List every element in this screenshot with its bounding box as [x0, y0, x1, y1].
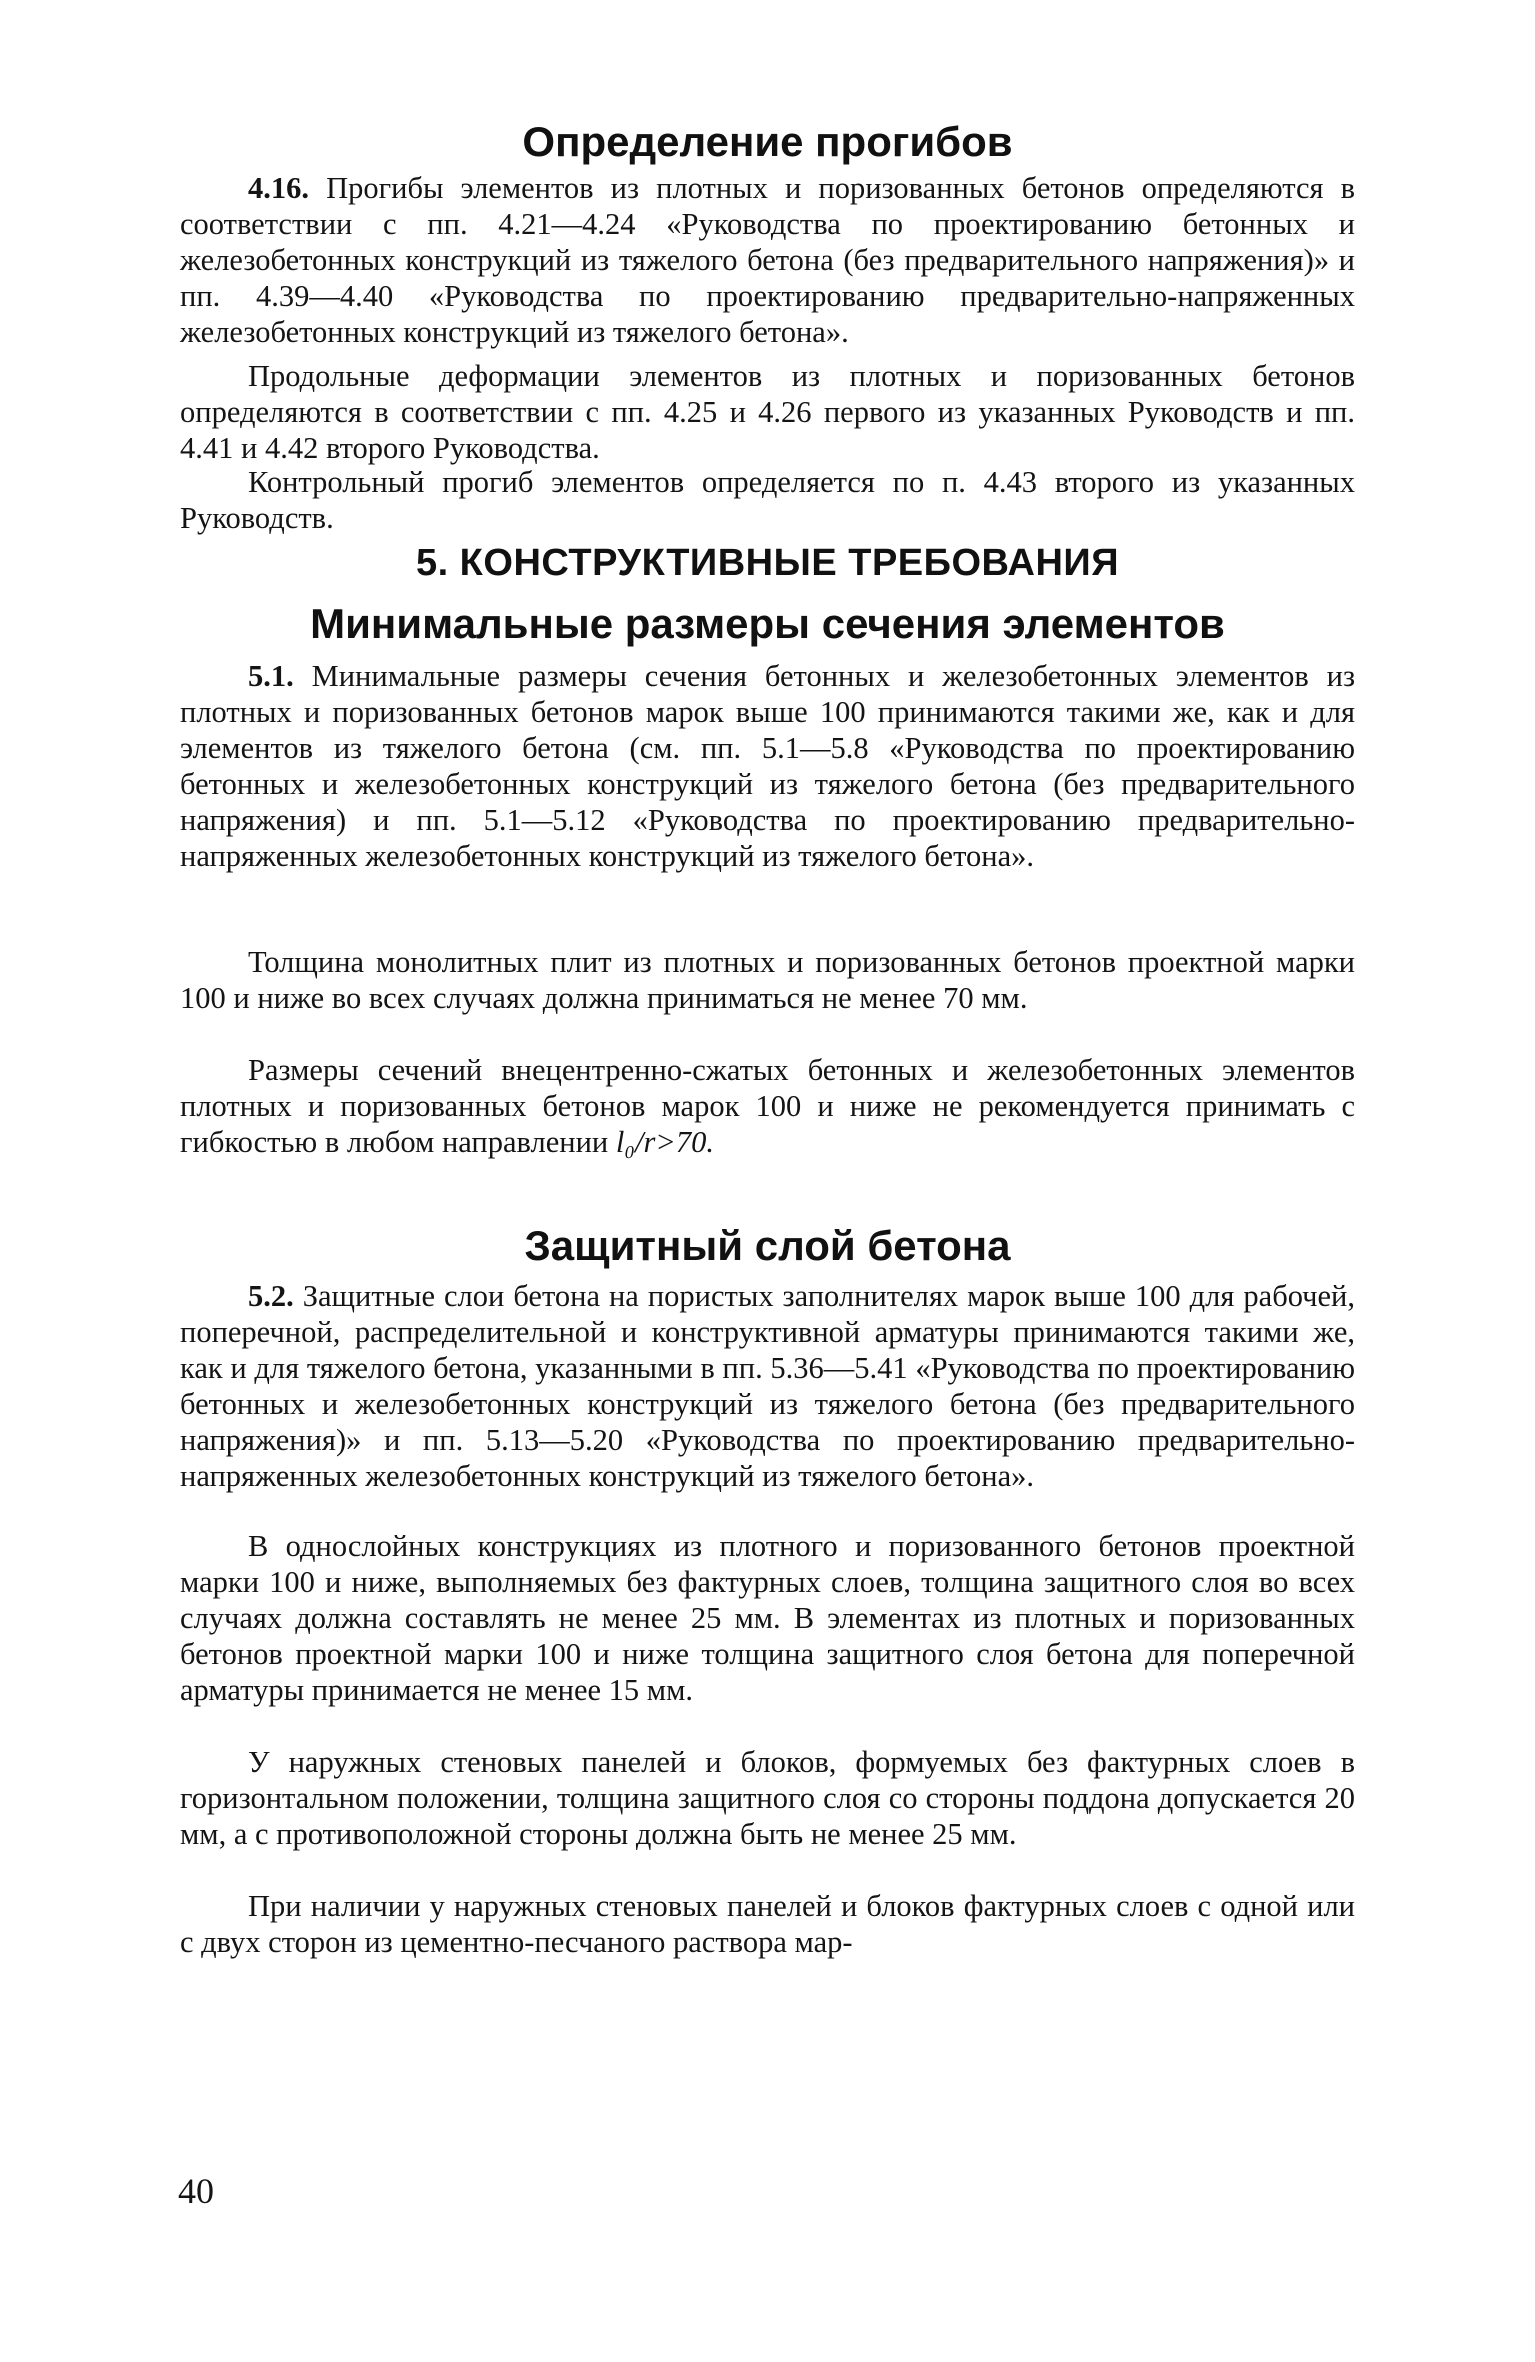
paragraph-slab-thickness	[180, 944, 1355, 1016]
paragraph-text: Контрольный прогиб элементов определяется по п. 4.43 второго из указанных Руководств.	[180, 465, 1355, 535]
page-number: 40	[178, 2171, 214, 2211]
paragraph-text: Размеры сечений внецентренно-сжатых бетонных и железобетонных элементов плотных и поризованных бетонов марок 100 и ниже не рекомендуется принимать с гибкостью в любом направлении	[180, 1053, 1355, 1159]
clause-number: 5.1.	[248, 659, 294, 693]
paragraph-5-2	[180, 1278, 1355, 1494]
paragraph-text: У наружных стеновых панелей и блоков, формуемых без фактурных слоев в горизонтальном положении, толщина защитного слоя со стороны поддона допускается 20 мм, а с противоположной стороны должна быть не менее 25 мм.	[180, 1745, 1355, 1851]
clause-number: 4.16.	[248, 171, 309, 205]
paragraph-facing-layers	[180, 1888, 1355, 1960]
paragraph-text: Защитные слои бетона на пористых заполнителях марок выше 100 для рабочей, поперечной, распределительной и конструктивной арматуры принимаются такими же, как и для тяжелого бетона, указанными в пп. 5.36—5.41 «Руководства по проектированию бетонных и железобетонных конструкций из тяжелого бетона (без предварительного напряжения)» и пп. 5.13—5.20 «Руководства по проектированию предварительно-напряженных железобетонных конструкций из тяжелого бетона».	[180, 1279, 1355, 1493]
paragraph-text: Прогибы элементов из плотных и поризованных бетонов определяются в соответствии с пп. 4.21—4.24 «Руководства по проектированию бетонных и железобетонных конструкций из тяжелого бетона (без предварительного напряжения)» и пп. 4.39—4.40 «Руководства по проектированию предварительно-напряженных железобетонных конструкций из тяжелого бетона».	[180, 171, 1355, 349]
clause-number: 5.2.	[248, 1279, 294, 1313]
paragraph-text: При наличии у наружных стеновых панелей и блоков фактурных слоев с одной или с двух сторон из цементно-песчаного раствора мар-	[180, 1889, 1355, 1959]
paragraph-longitudinal-deformations	[180, 358, 1355, 466]
section-heading-min-dimensions: Минимальные размеры сечения элементов	[310, 600, 1225, 647]
paragraph-text: Минимальные размеры сечения бетонных и железобетонных элементов из плотных и поризованных бетонов марок выше 100 принимаются такими же, как и для элементов из тяжелого бетона (см. пп. 5.1—5.8 «Руководства по проектированию бетонных и железобетонных конструкций из тяжелого бетона (без предварительного напряжения) и пп. 5.1—5.12 «Руководства по проектированию предварительно-напряженных железобетонных конструкций из тяжелого бетона».	[180, 659, 1355, 873]
section-heading-deflections: Определение прогибов	[522, 118, 1013, 165]
paragraph-eccentric-compression	[180, 1052, 1355, 1160]
paragraph-single-layer	[180, 1528, 1355, 1708]
paragraph-text: В однослойных конструкциях из плотного и поризованного бетонов проектной марки 100 и ниже, выполняемых без фактурных слоев, толщина защитного слоя во всех случаях должна составлять не менее 25 мм. В элементах из плотных и поризованных бетонов проектной марки 100 и ниже толщина защитного слоя бетона для поперечной арматуры принимается не менее 15 мм.	[180, 1529, 1355, 1707]
slenderness-formula: l₀/r>70.	[615, 1125, 715, 1159]
paragraph-text: Продольные деформации элементов из плотных и поризованных бетонов определяются в соответствии с пп. 4.25 и 4.26 первого из указанных Руководств и пп. 4.41 и 4.42 второго Руководства.	[180, 359, 1355, 465]
paragraph-external-panels	[180, 1744, 1355, 1852]
paragraph-5-1	[180, 658, 1355, 874]
paragraph-control-deflection	[180, 464, 1355, 536]
paragraph-4-16	[180, 170, 1355, 350]
chapter-heading: 5. КОНСТРУКТИВНЫЕ ТРЕБОВАНИЯ	[415, 542, 1120, 584]
section-heading-protective-layer: Защитный слой бетона	[524, 1222, 1011, 1269]
paragraph-text: Толщина монолитных плит из плотных и поризованных бетонов проектной марки 100 и ниже во всех случаях должна приниматься не менее 70 мм.	[180, 945, 1355, 1015]
